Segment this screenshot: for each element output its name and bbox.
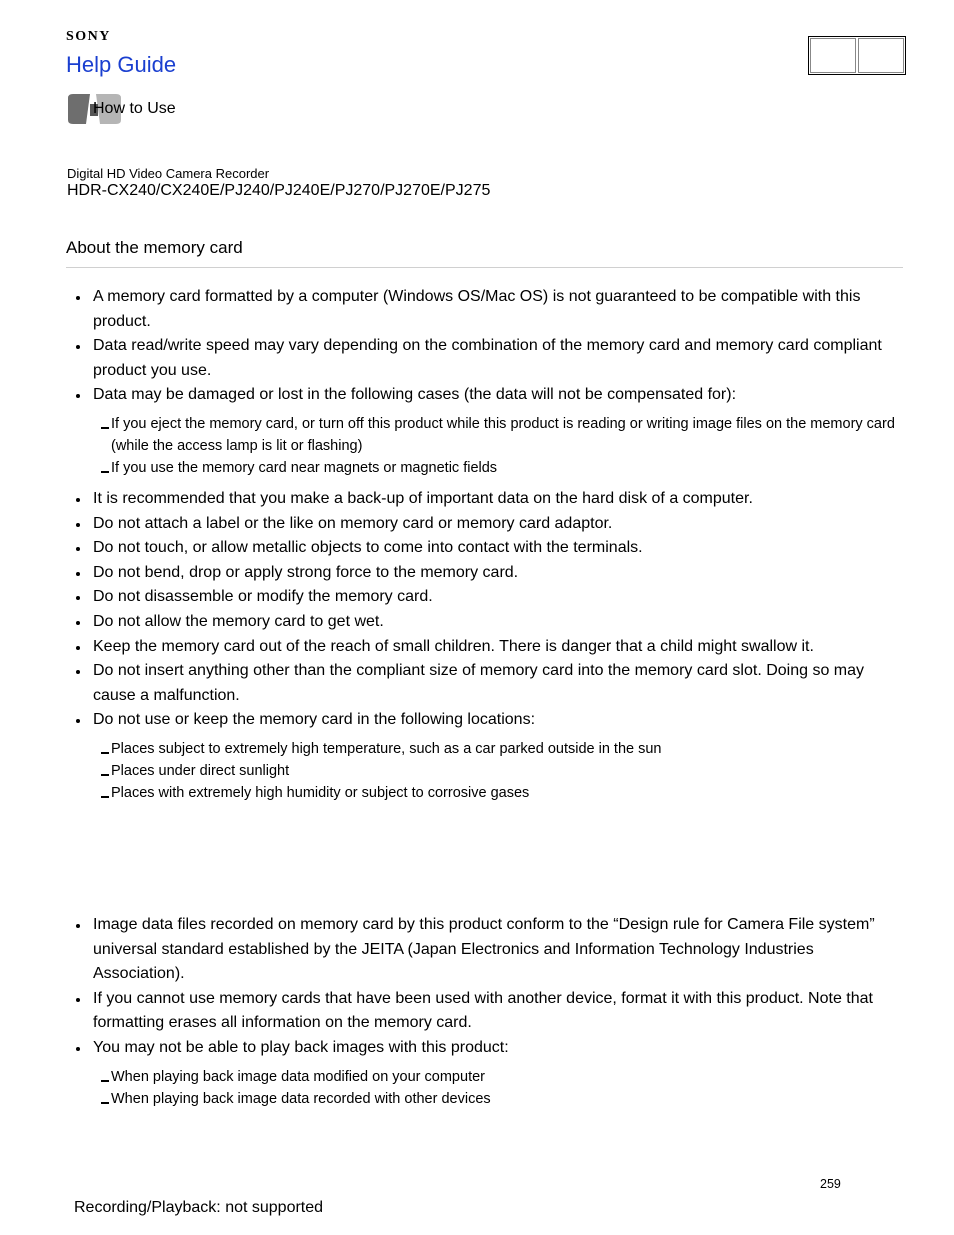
model-name: HDR-CX240/CX240E/PJ240/PJ240E/PJ270/PJ270E/PJ275 [67, 182, 491, 199]
list-item [72, 987, 902, 1036]
list-item-text: Do not touch, or allow metallic objects to come into contact with the terminals. [93, 539, 643, 557]
previous-page-button[interactable] [810, 38, 856, 73]
list-item [72, 285, 902, 334]
title-divider [66, 267, 903, 268]
caution-list [72, 285, 902, 812]
list-item-text: It is recommended that you make a back-up of important data on the hard disk of a computer. [93, 489, 753, 507]
list-item-text: A memory card formatted by a computer (Windows OS/Mac OS) is not guaranteed to be compatible with this product. [93, 288, 861, 330]
how-to-use-tab[interactable]: How to Use [93, 100, 176, 117]
list-item-text: Do not bend, drop or apply strong force to the memory card. [93, 563, 519, 581]
list-item [72, 487, 902, 512]
list-item [72, 561, 902, 586]
sub-list-item: When playing back image data modified on your computer [93, 1066, 902, 1088]
footer-note: Recording/Playback: not supported [74, 1199, 324, 1216]
list-item-text: You may not be able to play back images with this product: [93, 1038, 509, 1056]
page-number: 259 [820, 1177, 841, 1191]
sub-list [93, 738, 902, 804]
list-item [72, 913, 902, 987]
list-item [72, 512, 902, 537]
sub-list [93, 1066, 902, 1110]
next-page-button[interactable] [858, 38, 904, 73]
sub-list-item: Places with extremely high humidity or subject to corrosive gases [93, 782, 902, 804]
list-item-text: Do not insert anything other than the compliant size of memory card into the memory card slot. Doing so may cause a malfunction. [93, 662, 865, 704]
list-item-text: Keep the memory card out of the reach of small children. There is danger that a child might swallow it. [93, 637, 814, 655]
list-item [72, 383, 902, 479]
list-item-text: Image data files recorded on memory card by this product conform to the “Design rule for Camera File system” universal standard established by the JEITA (Japan Electronics and Information Technology Industries Association). [93, 916, 875, 983]
list-item [72, 635, 902, 660]
sub-list-item: Places subject to extremely high temperature, such as a car parked outside in the sun [93, 738, 902, 760]
list-item-text: Data may be damaged or lost in the following cases (the data will not be compensated for): [93, 386, 737, 404]
list-item-text: Do not disassemble or modify the memory card. [93, 588, 433, 606]
list-item [72, 1036, 902, 1110]
sub-list-item: Places under direct sunlight [93, 760, 902, 782]
list-item [72, 334, 902, 383]
sub-list [93, 413, 902, 479]
compatibility-notes-list [72, 913, 902, 1118]
product-type: Digital HD Video Camera Recorder [67, 166, 270, 181]
sub-list-item: If you use the memory card near magnets or magnetic fields [93, 457, 902, 479]
list-item-text: Do not use or keep the memory card in the following locations: [93, 711, 536, 729]
list-item-text: If you cannot use memory cards that have been used with another device, format it with this product. Note that formatting erases all information on the memory card. [93, 989, 873, 1032]
list-item-text: Do not allow the memory card to get wet. [93, 612, 384, 630]
sub-list-item: If you eject the memory card, or turn off this product while this product is reading or writing image files on the memory card (while the access lamp is lit or flashing) [93, 413, 902, 457]
list-item [72, 659, 902, 708]
list-item-text: Do not attach a label or the like on memory card or memory card adaptor. [93, 514, 613, 532]
sub-list-item: When playing back image data recorded with other devices [93, 1088, 902, 1110]
nav-button-group [808, 36, 906, 75]
help-guide-title[interactable]: Help Guide [66, 52, 177, 77]
sony-logo: SONY [66, 29, 111, 44]
list-item-text: Data read/write speed may vary depending on the combination of the memory card and memory card compliant product you use. [93, 337, 882, 379]
list-item [72, 536, 902, 561]
list-item [72, 585, 902, 610]
page-title: About the memory card [66, 238, 243, 257]
list-item [72, 610, 902, 635]
list-item [72, 708, 902, 804]
